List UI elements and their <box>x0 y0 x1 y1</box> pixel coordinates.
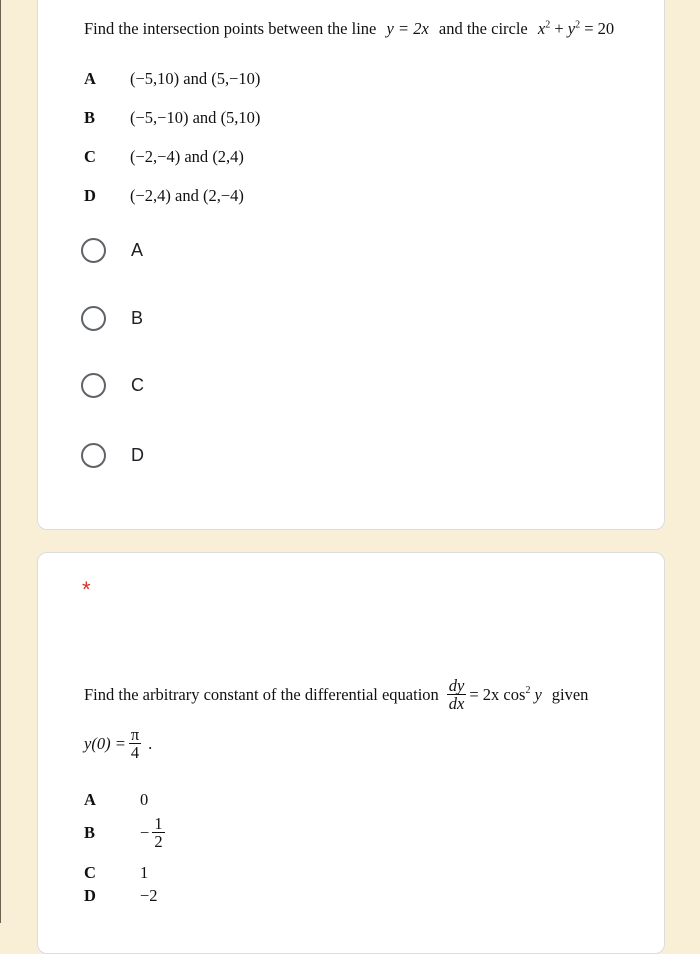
radio-option-c[interactable] <box>81 373 144 398</box>
and-text: and <box>184 147 209 166</box>
initial-condition <box>84 726 152 762</box>
option-label: D <box>84 886 96 905</box>
point-2: (5,−10) <box>211 69 261 88</box>
question-text: Find the intersection points between the line <box>84 19 377 38</box>
option-row-a <box>84 69 260 89</box>
option-value: −2 <box>140 886 158 905</box>
window-edge <box>0 0 1 923</box>
half-fraction <box>152 815 164 851</box>
and-text: and <box>175 186 199 205</box>
radio-option-a[interactable] <box>81 238 143 263</box>
radio-label[interactable]: D <box>131 445 144 465</box>
radio-label[interactable]: B <box>131 308 144 328</box>
option-label: A <box>84 69 96 88</box>
question-2-text <box>84 677 588 713</box>
option-label: A <box>84 790 96 809</box>
radio-circle[interactable] <box>81 238 106 263</box>
condition-lhs: y(0) = <box>84 733 126 753</box>
circle-equation <box>538 19 614 38</box>
question-card-2 <box>37 552 665 954</box>
option-value: 0 <box>140 790 149 809</box>
question-card-1 <box>37 0 665 530</box>
numerator: 1 <box>154 814 163 833</box>
var-y: y <box>567 19 576 38</box>
radio-option-d[interactable] <box>81 443 144 468</box>
denominator: dx <box>448 694 465 714</box>
plus-sign: + <box>554 19 564 38</box>
option-value: 1 <box>140 863 149 882</box>
point-1: (−5,−10) <box>130 108 189 127</box>
radio-circle[interactable] <box>81 306 106 331</box>
given-text: given <box>551 684 589 704</box>
required-asterisk: * <box>82 577 91 602</box>
and-text: and <box>183 69 208 88</box>
exponent: 2 <box>525 685 531 696</box>
option-row-b <box>84 108 260 128</box>
exponent: 2 <box>545 19 551 31</box>
option-label: B <box>84 822 96 842</box>
radio-circle[interactable] <box>81 373 106 398</box>
option-row-c <box>84 147 244 167</box>
numerator: π <box>130 725 140 744</box>
point-1: (−2,4) <box>130 186 171 205</box>
equation-rhs: = 2x cos <box>469 684 526 704</box>
numerator: dy <box>448 676 465 695</box>
var-x: x <box>537 19 546 38</box>
option-label: D <box>84 186 96 205</box>
question-text-mid: and the circle <box>438 19 528 38</box>
option-row-b <box>84 815 168 851</box>
denominator: 4 <box>130 743 140 763</box>
radio-label[interactable]: C <box>131 375 144 395</box>
option-label: C <box>84 147 96 166</box>
equation-rhs: = 20 <box>584 19 615 38</box>
question-1-text <box>84 19 614 39</box>
option-label: C <box>84 863 96 882</box>
option-row-d <box>84 186 244 206</box>
option-row-c <box>84 863 148 883</box>
exponent: 2 <box>575 19 581 31</box>
option-row-a <box>84 790 148 810</box>
pi-over-4 <box>129 726 141 762</box>
option-label: B <box>84 108 96 127</box>
derivative-fraction <box>447 677 467 713</box>
question-text: Find the arbitrary constant of the differential equation <box>84 684 439 704</box>
radio-circle[interactable] <box>81 443 106 468</box>
var-y: y <box>534 684 542 704</box>
period: . <box>148 733 153 753</box>
radio-label[interactable]: A <box>131 240 144 260</box>
point-2: (2,−4) <box>203 186 244 205</box>
point-1: (−2,−4) <box>130 147 181 166</box>
point-2: (5,10) <box>220 108 261 127</box>
line-equation: y = 2x <box>386 19 429 38</box>
denominator: 2 <box>154 832 163 852</box>
point-2: (2,4) <box>212 147 244 166</box>
point-1: (−5,10) <box>130 69 180 88</box>
and-text: and <box>192 108 217 127</box>
radio-option-b[interactable] <box>81 306 143 331</box>
minus-sign: − <box>140 822 150 842</box>
option-row-d <box>84 886 158 906</box>
